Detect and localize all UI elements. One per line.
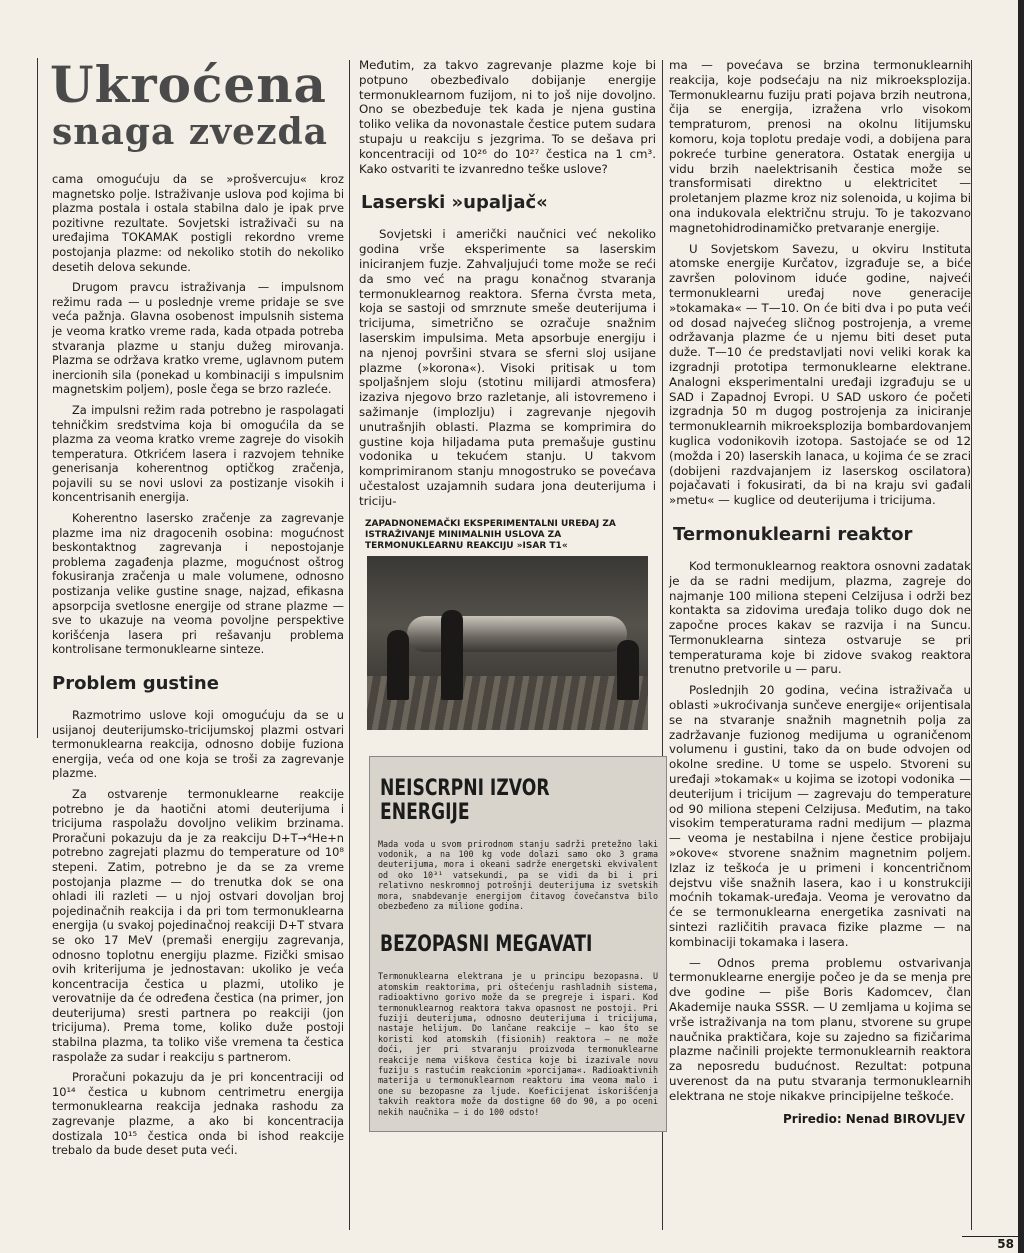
sidebar-title: BEZOPASNI MEGAVATI — [380, 932, 593, 958]
column-3 — [669, 58, 971, 1126]
paragraph: Razmotrimo uslove koji omogućuju da se u usijanoj deuterijumsko-tricijumskoj plazmi ostvari termonuklearna reakcija, odnosno dobije fuziona energija, veća od one koja se troši za zagrevanje plazme. — [52, 708, 344, 781]
article-title-line2: snaga zvezda — [52, 111, 329, 153]
photo-person — [441, 610, 463, 700]
paragraph: Međutim, za takvo zagrevanje plazme koje bi potpuno obezbeđivalo dobijanje energije termonuklearnom fuzijom, ni to još nije dovoljno. Ono se obezbeđuje tek kada je njena gustina toliko velika da novonastale čestice putem sudara stupaju u reakciju s jezgrima. To se dešava pri koncentraciji od 10²⁶ do 10²⁷ čestica na 1 cm³. Kako ostvariti te izvanredno teške uslove? — [359, 58, 656, 176]
sidebar-title: NEISCRPNI IZVOR ENERGIJE — [380, 775, 550, 825]
sidebar-text: Mada voda u svom prirodnom stanju sadrži pretežno laki vodonik, a na 100 kg vode dolazi samo oko 3 grama deuterijuma, mora i okeani sadrže energetski ekvivalent od oko 10³¹ vatsekundi, pa se vidi da bi i pri relativno neskromnoj potrošnji deuterijuma iz svetskih mora, snabdevanje energijom čitavog čovečanstva bilo obezbeđeno za milione godina. — [378, 838, 658, 911]
section-heading: Laserski »upaljač« — [361, 192, 548, 214]
paragraph: Proračuni pokazuju da je pri koncentraciji od 10¹⁴ čestica u kubnom centrimetru energija termonuklearna reakcija jednaka rashodu za zagrevanje plazme, a ako bi koncentracija dostizala 10¹⁵ čestica onda bi ishod reakcije trebalo da bude deset puta veći. — [52, 1070, 344, 1158]
sidebar-text: Termonuklearna elektrana je u principu bezopasna. U atomskim reaktorima, pri oštećenju rashladnih sistema, radioaktivno gorivo može da se pregreje i ispari. Kod termonuklearnog reaktora takva opasnost ne postoji. Pri fuziji deuterijuma, odnosno deuterijuma i tricijuma, nastaje helijum. Do lančane reakcije — kao što se koristi kod atomskih (fisionih) reaktora — ne može doći, jer pri stvaranju proizvoda termonuklearne reakcije nema viškova čestica koje bi izazivale novu fuziju s rastućim reakcionim »porcijama«. Radioaktivnih materija u termonuklearnom reaktoru ima veoma malo i one su bezopasne za ljude. Koeficijenat iskorišćenja takvih reaktora može da dostigne 60 do 90, a po oceni nekih naučnika — i do 100 odsto! — [378, 971, 658, 1117]
column-1 — [38, 55, 344, 1164]
author-credit: Priredio: Nenad BIROVLJEV — [782, 1111, 965, 1126]
paragraph: ma — povećava se brzina termonuklearnih reakcija, koje podsećaju na niz mikroeksplozija. Termonuklearnu fuziju prati pojava brzih neutrona, čija se energija, izražena vrlo visokom tempraturom, prenosi na okolnu litijumsku komoru, koja toplotu predaje vodi, a dobijena para pokreće turbine generatora. Ostatak energija u vidu brzih naelektrisanih čestica može se transformisati direktno u elektricitet — proletanjem plazme kroz niz solenoida, u kojima bi ona indukovala električnu struju. To je takozvano magnetohidrodinamičko pretvaranje energije. — [669, 58, 971, 235]
section-heading: Problem gustine — [52, 673, 219, 694]
paragraph: Za ostvarenje termonuklearne reakcije potrebno je da haotični atomi deuterijuma i tricijuma raspolažu dovoljno velikim brzinama. Proračuni pokazuju da je za reakciju D+T→⁴He+n potrebno zagrejati plazmu do temperature od 10⁸ stepeni. Zatim, potrebno je da se za vreme postojanja plazme — do trenutka dok se ona ohladi ili razleti — u njoj ostvari dovoljan broj pojedinačnih reakcija i da pri tom termonuklearna energija (u svakoj pojedinačnoj reakciji D+T stvara se oko 17 MeV (premaši energiju zagrevanja, odnosno toplotnu energiju plazme. Fizički smisao ovih kriterijuma je jednostavan: ukoliko je veća koncentracija čestica u plazmi, utoliko je verovatnije da će određena čestica (na primer, jon deuterijuma) sresti partnera po reakciji (jon tricijuma). Prema tome, koliko duže postoji stabilna plazma, ta toliko više vremena ta čestica raspolaže za sudar i reakciju s partnerom. — [52, 786, 344, 1064]
paragraph: U Sovjetskom Savezu, u okviru Instituta atomske energije Kurčatov, izgrađuje se, a biće završen polovinom iduće godine, najveći termonuklearni uređaj nove generacije »tokamaka« — T—10. On će biti dva i po puta veći od dosad najvećeg sličnog postrojenja, a vreme održavanja plazme će u njemu biti deset puta duže. T—10 će predstavljati novi veliki korak ka izgradnji prototipa termonuklearne elektrane. Analogni eksperimentalni uređaji izgrađuju se u SAD i Zapadnoj Evropi. U SAD uskoro će početi izgradnja 50 m dugog postrojenja za iniciranje termonuklearnih mikroeksplozija bombardovanjem kuglica vodonikovih izotopa. Sastojaće se od 12 (možda i 20) laserskih lanaca, u kojima će se zraci (dobijeni razdvajanjem iz laserskog oscilatora) pojačavati i fokusirati, da bi na kraju svi gađali »metu« — kuglice od deuterijuma i tricijuma. — [669, 241, 971, 508]
photo-apparatus — [407, 616, 627, 652]
photo-isar-t1 — [367, 556, 648, 730]
photo-floor — [367, 676, 648, 730]
section-heading: Termonuklearni reaktor — [673, 523, 913, 545]
column-rule — [349, 60, 350, 1230]
sidebar-box — [369, 756, 667, 1133]
photo-person — [617, 640, 639, 700]
paragraph: Poslednjih 20 godina, većina istraživača u oblasti »ukroćivanja sunčeve energije« orijentisala se na stvaranje snažnih magnetnih polja za zadržavanje fuzionog medijuma u ograničenom volumenu i gustini, tako da on bude odvojen od okolne sredine. U tome se uspelo. Stvoreni su uređaji »tokamak« u kojima se izotopi vodonika — deuterijum i tricijum — zagrevaju do temperature od 90 miliona stepeni Celzijusa. Međutim, na tako visokim temperaturama radni medijum — plazma — veoma je nestabilna i njene čestice probijaju »okove« stvorene snažnim magnetnim poljem. Izlaz iz teškoća je u primeni i koncentričnom dejstvu više snažnih lasera, kao i u konstrukciji moćnih tokamak-uređaja. Veoma je verovatno da će se termonuklearna energetika zasnivati na sintezi različitih pravaca fizike plazme — na kombinaciji tokamaka i lasera. — [669, 683, 971, 949]
paragraph: Za impulsni režim rada potrebno je raspolagati tehničkim sredstvima koja bi omogućila da se plazma za veoma kratko vreme zagreje do visokih temperatura. Otkrićem lasera i razvojem tehnike generisanja koherentnog optičkog zračenja, pojavili su se novi uslovi za postizanje visokih i koncentrisanih energija. — [52, 402, 344, 505]
column-2 — [359, 58, 656, 1132]
paragraph: cama omogućuju da se »prošvercuju« kroz magnetsko polje. Istraživanje uslova pod kojima bi plazma postala i ostala stabilna dalo je ipak prve pozitivne rezultate. Sovjetski istraživači su na uređajima TOKAMAK postigli rekordno vreme postojanja plazme: od nekoliko stotih do nekoliko desetih delova sekunde. — [52, 172, 344, 274]
paragraph: Sovjetski i američki naučnici već nekoliko godina vrše eksperimente sa laserskim iniciranjem fuzje. Zahvaljujući tome može se reći da smo već na pragu konačnog stvaranja termonuklearnog reaktora. Sferna čvrsta meta, koja se sastoji od smrznute smeše deuterijuma i tricijuma, simetrično se ozračuje snažnim laserskim impulsima. Meta apsorbuje energiju i na njenoj površini stvara se sferni sloj usijane plazme (»korona«). Visoki pritisak u tom spoljašnjem sloju (stotinu milijardi atmosfera) izaziva njegovo brzo razletanje, ali istovremeno i sažimanje (implozlju) i zagrevanje njegovih unutrašnjih oblasti. Plazma se komprimira do gustine koja hiljadama puta premašuje gustinu vodonika u tekućem stanju. U takvom komprimiranom stanju mnogostruko se povećava učestalost uzajamnih sudara jona deuterijuma i triciju- — [359, 227, 656, 508]
photo-caption: ZAPADNONEMAČKI EKSPERIMENTALNI UREĐAJ ZA ISTRAŽIVANJE MINIMALNIH USLOVA ZA TERMONUKLEARNU REAKCIJU »ISAR T1« — [365, 518, 616, 551]
paragraph: — Odnos prema problemu ostvarivanja termonuklearne energije počeo je da se menja pre dve godine — piše Boris Kadomcev, član Akademije nauka SSSR. — U zemljama u kojima se vrše istraživanja na tom planu, stvorene su grupe naučnika praktičara, koje su zajedno sa fizičarima plazme načinili projekte termonuklearnih reaktora za neposredu budućnost. Rezultat: potpuna uverenost da na putu stvaranja termonuklearnih elektrana ne stoje nikakve principijelne teškoće. — [669, 955, 971, 1103]
column-rule — [971, 60, 972, 1230]
paragraph: Kod termonuklearnog reaktora osnovni zadatak je da se radni medijum, plazma, zagreje do najmanje 100 miliona stepeni Celzijusa i održi bez kontakta sa zidovima uređaja toliko dugo dok ne započne proces kakav se razvija i na Suncu. Termonuklearna sinteza ostvaruje se pri temperaturama koje bi zidove svakog reaktora trenutno pretvorile u — paru. — [669, 558, 971, 677]
paragraph: Koherentno lasersko zračenje za zagrevanje plazme ima niz dragocenih osobina: mogućnost beskontaktnog zagrevanja i nepostojanje problema zagađenja plazme, mogućnost oštrog fokusiranja zračenja u male volumene, odnosno postizanja velike gustine snage, najzad, efikasna apsorpcija svetlosne energije od strane plazme — sve to ukazuje na veoma povoljne perspektive korišćenja lasera pri rešavanju problema kontrolisane termonuklearne sinteze. — [52, 511, 344, 657]
page-number: 58 — [997, 1237, 1014, 1251]
page-edge — [1018, 0, 1024, 1253]
paragraph: Drugom pravcu istraživanja — impulsnom režimu rada — u poslednje vreme pridaje se sve veća pažnja. Glavna osobenost impulsnih sistema je veoma kratko vreme rada, kada otpada potreba stvaranja plazme u stanju dužeg mirovanja. Plazma se održava kratko vreme, uglavnom putem inercionih sila (ponekad u kombinaciji s impulsnim magnetskim poljem), posle čega se brzo razleće. — [52, 280, 344, 397]
page-number-rule — [962, 1236, 1024, 1237]
photo-person — [387, 630, 409, 700]
article-title-line1: Ukroćena — [50, 55, 327, 114]
